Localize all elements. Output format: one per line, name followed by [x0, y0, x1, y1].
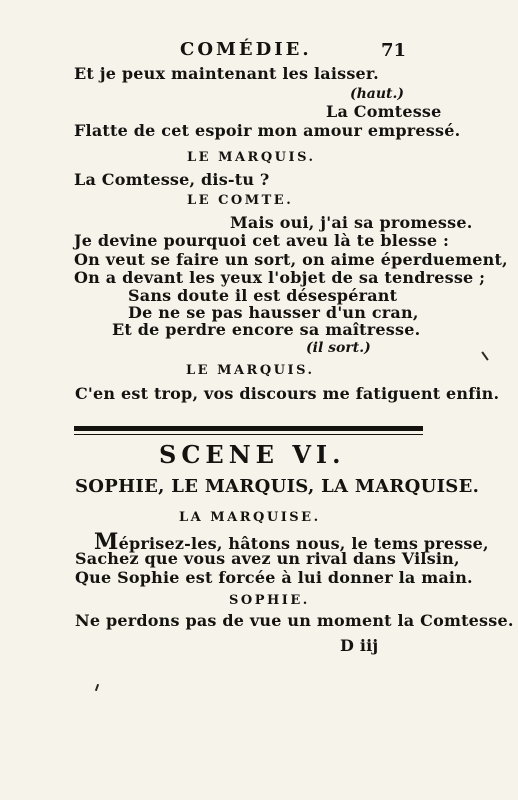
verse-line: Sachez que vous avez un rival dans Vilsin,: [75, 549, 460, 568]
speaker-heading: LE MARQUIS.: [187, 150, 316, 165]
verse-line: Que Sophie est forcée à lui donner la main.: [75, 568, 473, 587]
verse-line: C'en est trop, vos discours me fatiguent enfin.: [75, 384, 500, 403]
stage-direction: (haut.): [350, 86, 405, 102]
section-rule-thin: [74, 434, 423, 435]
verse-line-text: éprisez-les, hâtons nous, le tems presse,: [118, 534, 489, 553]
speaker-heading: SOPHIE.: [229, 593, 310, 608]
verse-line: Je devine pourquoi cet aveu là te blesse :: [74, 231, 450, 250]
verse-line: Ne perdons pas de vue un moment la Comtesse.: [75, 611, 514, 630]
speaker-heading: LA MARQUISE.: [179, 510, 321, 525]
ink-speck: [481, 351, 488, 360]
ink-speck: [95, 684, 99, 691]
scene-title: SCENE VI.: [159, 440, 346, 469]
verse-line: On veut se faire un sort, on aime éperduement,: [74, 250, 508, 269]
section-rule: [74, 426, 423, 431]
page-number: 71: [381, 40, 407, 61]
scene-cast: SOPHIE, LE MARQUIS, LA MARQUISE.: [75, 476, 480, 497]
verse-line: Et je peux maintenant les laisser.: [74, 64, 379, 83]
running-title: COMÉDIE.: [180, 39, 312, 60]
verse-line: Et de perdre encore sa maîtresse.: [112, 320, 421, 339]
verse-line: Flatte de cet espoir mon amour empressé.: [74, 121, 461, 140]
speaker-heading: LE COMTE.: [187, 193, 294, 208]
drop-cap: M: [94, 529, 119, 555]
speaker-name: La Comtesse: [326, 102, 442, 121]
verse-line: La Comtesse, dis-tu ?: [74, 170, 270, 189]
stage-direction: (il sort.): [306, 340, 371, 356]
speaker-heading: LE MARQUIS.: [186, 363, 315, 378]
verse-line: On a devant les yeux l'objet de sa tendresse ;: [74, 268, 486, 287]
verse-line: Sans doute il est désespérant: [128, 286, 398, 305]
verse-line: De ne se pas hausser d'un cran,: [128, 303, 419, 322]
verse-line: Mais oui, j'ai sa promesse.: [230, 213, 473, 232]
signature-mark: D iij: [340, 636, 379, 655]
